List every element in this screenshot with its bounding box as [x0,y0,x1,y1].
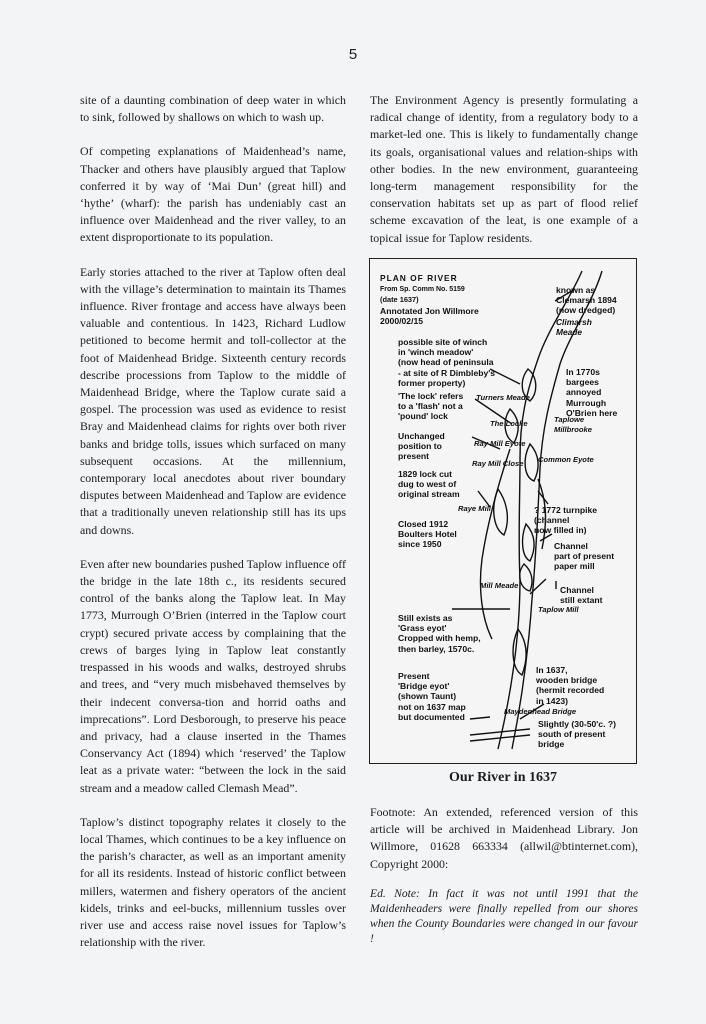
place-mill-meade: Mill Meade [480,581,519,590]
place-taplow-mill: Taplow Mill [538,605,579,614]
map-caption: Our River in 1637 [449,770,557,785]
label-closed: Closed 1912 Boulters Hotel since 1950 [398,519,457,550]
paragraph: site of a daunting combination of deep water in which to sink, followed by shallows on which to wash up. [80,93,346,125]
left-column [80,92,346,951]
place-turners: Turners Meade [476,393,530,402]
label-turnpike: ? 1772 turnpike (channel now filled in) [534,505,598,536]
place-raye-mill: Raye Mill [458,504,491,513]
paragraph: The Environment Agency is presently formulating a radical change of identity, from a regulatory body to a market-led one. This is likely to fundamentally change its goals, organisational values and relation-ships with other bodies. In the new environment, guaranteeing long-term management responsibility for the conservation habitats set up as part of flood relief scheme excavation of the leat, is one example of a topical issue for Taplow residents. [370,93,638,245]
map-title: PLAN OF RIVER [380,273,458,283]
label-wooden-bridge: In 1637, wooden bridge (hermit recorded in 1423) [536,665,605,706]
paragraph: Even after new boundaries pushed Taplow influence off the bridge in the late 18th c., its residents secured control of the banks along the Taplow leat. In May 1773, Murrough O’Brien (interred in the Taplow court crypt) secured private access by complaining that the crews of barges lying in Taplow leat constantly trespassed in his woods and walks, destroyed shrubs and trees, and “very much misbehaved themselves by their indecent conversa-tion and horrid oaths and imprecations”. Lord Desborough, to preserve his peace and privacy, had a clause inserted in the Thames Conservancy Act (1894) which ‘reserved’ the Taplow leat as a private water: “between the lock in the said stream and a meadow called Clemash Mead”. [80,556,346,795]
paragraph: Early stories attached to the river at Taplow often deal with the village’s determination to maintain its Thames influence. River frontage and access have always been valuable and contentious. In 1423, Richard Ludlow petitioned to become hermit and toll-collector at the foot of Maidenhead Bridge. Sixteenth century records describe processions from Taplow to the middle of Maidenhead Bridge, where the Taplow curate said a gospel. The procession was used as evidence to resist Bray and Maidenhead claims for rights over both river banks and bridge tolls, issues which surfaced on many subsequent occasions. At the millennium, contemporary local anecdotes about river boundary disputes between Maidenhead and Taplow are evidence that a traditionally uneven relationship still has its ups and downs. [80,264,346,537]
label-channel-extant: Channel still extant [560,585,603,606]
label-lockcut: 1829 lock cut dug to west of original stream [398,469,460,500]
right-column [370,92,638,264]
place-ray-mill-close: Ray Mill Close [472,459,524,468]
label-barges: In 1770s bargees annoyed Murrough O'Brien here [566,367,618,418]
place-maydenhead-bridge: Maydenhead Bridge [504,707,577,716]
map-date: (date 1637) [380,295,419,304]
river-map-figure [369,258,637,764]
footnote: Footnote: An extended, referenced version of this article will be archived in Maidenhead Library. Jon Willmore, 01628 663334 (allwil@btinternet.com), Copyright 2000: [370,805,638,871]
paragraph: Of competing explanations of Maidenhead’s name, Thacker and others have plausibly argued that Taplow conferred it by way of ‘Mai Dun’ (great hill) and ‘hythe’ (wharf): the parish has undeniably cast an influence over Maidenhead and the river valley, to an extent disproportionate to its population. [80,144,346,245]
place-ray-mill-eyote: Ray Mill Eyote [474,439,526,448]
label-clemarsh: known as Clemarsh 1894 (now dredged) [556,285,617,316]
paragraph: Taplow’s distinct topography relates it closely to the local Thames, which continues to be a key influence on the parish’s character, as well as an important amenity for all its residents. Instead of historic conflict between millers, watermen and fishery operators of the ancient kidels, trinks and eel-bucks, millennium tussles over river use and access raise novel issues for Taplow’s relationship with the river. [80,814,346,950]
place-common-eyote: Common Eyote [538,455,594,464]
map-annotated: Annotated Jon Willmore 2000/02/15 [380,306,479,327]
label-winch: possible site of winch in 'winch meadow' (now head of peninsula - at site of R Dimbleby's former property) [398,337,496,388]
map-source: From Sp. Comm No. 5159 [380,286,465,293]
page-number: 5 [348,46,358,63]
place-the-locke: The Locke [490,419,528,428]
label-bridge-eyot: Present 'Bridge eyot' (shown Taunt) not on 1637 map but documented [398,671,466,722]
label-climarsh: Climarsh Meade [556,317,592,338]
label-lock: 'The lock' refers to a 'flash' not a 'pound' lock [398,391,464,422]
label-slightly-south: Slightly (30-50'c. ?) south of present bridge [538,719,616,750]
editor-note: Ed. Note: In fact it was not until 1991 that the Maidenheaders were finally repelled from our shores when the County Boundaries were changed in our favour ! [370,887,638,945]
label-unchanged: Unchanged position to present [398,431,445,462]
label-channel-mill: Channel part of present paper mill [554,541,615,572]
label-grass-eyot: Still exists as 'Grass eyot' Cropped with hemp, then barley, 1570c. [398,613,481,654]
place-taplowe-millbrooke: Taplowe Millbrooke [554,415,592,435]
